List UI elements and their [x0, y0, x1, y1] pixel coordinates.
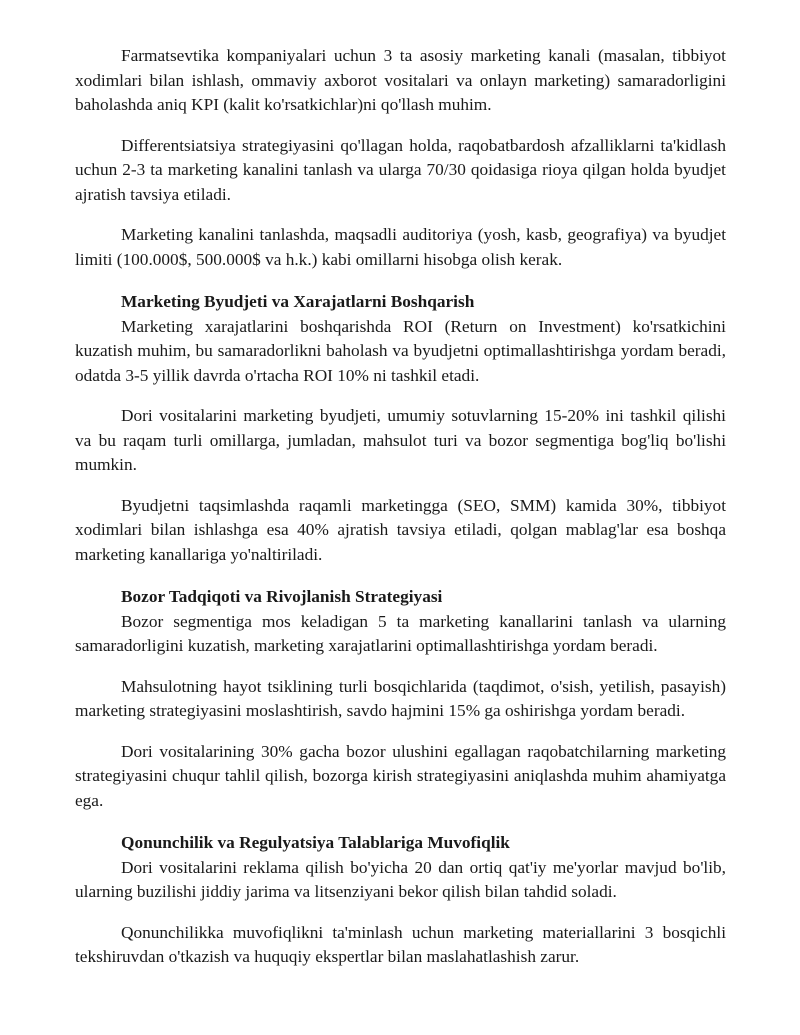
paragraph: Marketing kanalini tanlashda, maqsadli auditoriya (yosh, kasb, geografiya) va byudjet limiti (100.000$, 500.000$ va h.k.) kabi omillarni hisobga olish kerak.: [75, 225, 726, 269]
paragraph: Dori vositalarining 30% gacha bozor ulushini egallagan raqobatchilarning marketing strategiyasini chuqur tahlil qilish, bozorga kirish strategiyasini aniqlashda muhim ahamiyatga ega.: [75, 741, 726, 810]
section-heading: Marketing Byudjeti va Xarajatlarni Boshqarish: [121, 292, 475, 311]
paragraph: Differentsiatsiya strategiyasini qo'llagan holda, raqobatbardosh afzalliklarni ta'kidlash uchun 2-3 ta marketing kanalini tanlash va ularga 70/30 qoidasiga rioya qilgan holda byudjet ajratish tavsiya etiladi.: [75, 135, 726, 204]
paragraph: Qonunchilikka muvofiqlikni ta'minlash uchun marketing materiallarini 3 bosqichli tekshiruvdan o'tkazish va huquqiy ekspertlar bilan maslahatlashish zarur.: [75, 922, 726, 966]
section-heading: Bozor Tadqiqoti va Rivojlanish Strategiyasi: [121, 587, 443, 606]
paragraph: Marketing xarajatlarini boshqarishda ROI (Return on Investment) ko'rsatkichini kuzatish muhim, bu samaradorlikni baholash va byudjetni optimallashtirishga yordam beradi, odatda 3-5 yillik davrda o'rtacha ROI 10% ni tashkil etadi.: [75, 316, 726, 385]
intro-section: [75, 44, 726, 272]
section-compliance: [75, 831, 726, 970]
document-page: [75, 44, 726, 986]
paragraph: Mahsulotning hayot tsiklining turli bosqichlarida (taqdimot, o'sish, yetilish, pasayish) marketing strategiyasini moslashtirish, savdo hajmini 15% ga oshirishga yordam beradi.: [75, 676, 726, 720]
section-market-research: [75, 585, 726, 813]
paragraph: Byudjetni taqsimlashda raqamli marketingga (SEO, SMM) kamida 30%, tibbiyot xodimlari bilan ishlashga esa 40% ajratish tavsiya etiladi, qolgan mablag'lar esa boshqa marketing kanallariga yo'naltiriladi.: [75, 495, 726, 564]
paragraph: Bozor segmentiga mos keladigan 5 ta marketing kanallarini tanlash va ularning samaradorligini kuzatish, marketing xarajatlarini optimallashtirishga yordam beradi.: [75, 611, 726, 655]
paragraph: Dori vositalarini reklama qilish bo'yicha 20 dan ortiq qat'iy me'yorlar mavjud bo'lib, ularning buzilishi jiddiy jarima va litsenziyani bekor qilish bilan tahdid soladi.: [75, 857, 726, 901]
paragraph: Dori vositalarini marketing byudjeti, umumiy sotuvlarning 15-20% ini tashkil qilishi va bu raqam turli omillarga, jumladan, mahsulot turi va bozor segmentiga bog'liq bo'lishi mumkin.: [75, 406, 726, 474]
paragraph: Farmatsevtika kompaniyalari uchun 3 ta asosiy marketing kanali (masalan, tibbiyot xodimlari bilan ishlash, ommaviy axborot vositalari va onlayn marketing) samaradorligini baholashda aniq KPI (kalit ko'rsatkichlar)ni qo'llash muhim.: [75, 46, 726, 114]
section-heading: Qonunchilik va Regulyatsiya Talablariga Muvofiqlik: [121, 833, 510, 852]
section-budget: [75, 290, 726, 567]
